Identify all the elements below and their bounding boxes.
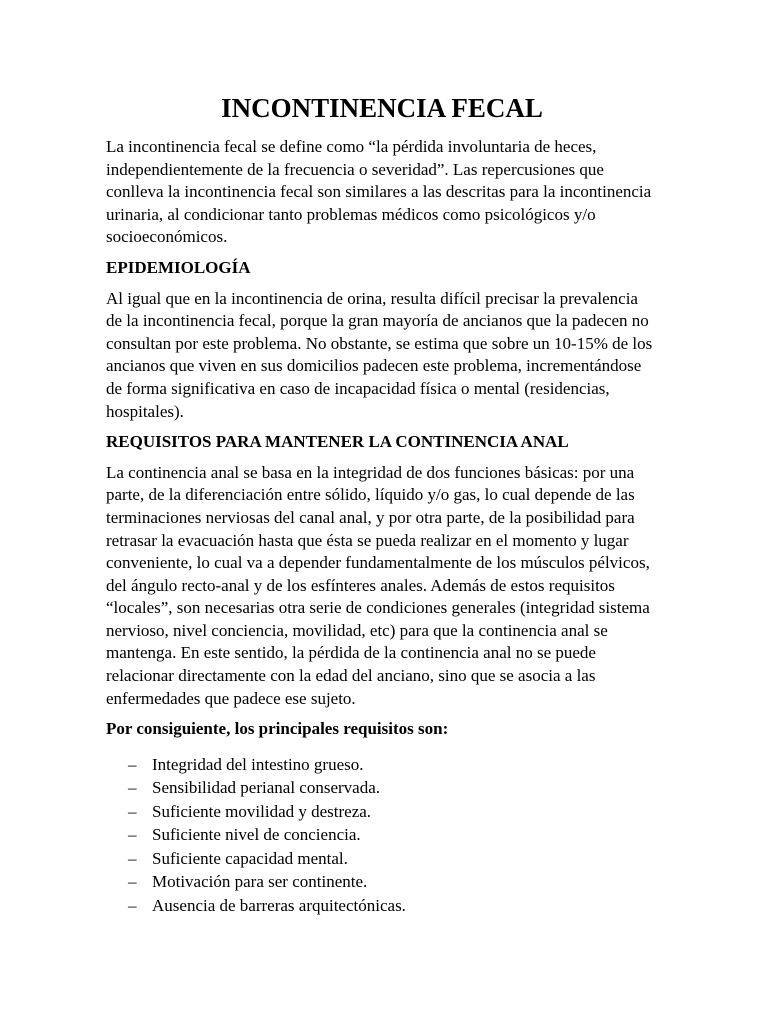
list-item — [106, 870, 658, 894]
dash-bullet: – — [128, 754, 137, 774]
list-item — [106, 753, 658, 777]
dash-bullet: – — [128, 825, 137, 845]
dash-bullet: – — [128, 872, 137, 892]
list-item-text: Sensibilidad perianal conservada. — [152, 778, 381, 798]
list-item-text: Suficiente nivel de conciencia. — [152, 825, 361, 845]
list-item — [106, 894, 658, 918]
list-item — [106, 800, 658, 824]
list-item-text: Suficiente capacidad mental. — [152, 848, 348, 868]
dash-bullet: – — [128, 801, 137, 821]
list-item — [106, 823, 658, 847]
list-item-text: Motivación para ser continente. — [152, 872, 368, 892]
list-item-text: Ausencia de barreras arquitectónicas. — [152, 895, 406, 915]
list-item — [106, 776, 658, 800]
list-item-text: Integridad del intestino grueso. — [152, 754, 364, 774]
list-item — [106, 847, 658, 871]
requirements-heading: REQUISITOS PARA MANTENER LA CONTINENCIA ANAL — [106, 432, 569, 452]
epidemiology-heading: EPIDEMIOLOGÍA — [106, 257, 251, 277]
requirements-list — [106, 753, 658, 918]
dash-bullet: – — [128, 895, 137, 915]
epidemiology-paragraph: Al igual que en la incontinencia de orina, resulta difícil precisar la prevalencia de la incontinencia fecal, porque la gran mayoría de ancianos que la padecen no consultan por este problema. No obstante, se estima que sobre un 10-15% de los ancianos que viven en sus domicilios padecen este problema, incrementándose de forma significativa en caso de incapacidad física o mental (residencias, hospitales). — [106, 288, 653, 421]
dash-bullet: – — [128, 778, 137, 798]
list-item-text: Suficiente movilidad y destreza. — [152, 801, 372, 821]
intro-paragraph: La incontinencia fecal se define como “la pérdida involuntaria de heces, independientemente de la frecuencia o severidad”. Las repercusiones que conlleva la incontinencia fecal son similares a las descritas para la incontinencia urinaria, al condicionar tanto problemas médicos como psicológicos y/o socioeconómicos. — [106, 137, 652, 247]
document-title: INCONTINENCIA FECAL — [221, 93, 543, 123]
dash-bullet: – — [128, 848, 137, 868]
requirements-list-heading: Por consiguiente, los principales requisitos son: — [106, 719, 449, 739]
requirements-paragraph: La continencia anal se basa en la integridad de dos funciones básicas: por una parte, de la diferenciación entre sólido, líquido y/o gas, lo cual depende de las terminaciones nerviosas del canal anal, y por otra parte, de la posibilidad para retrasar la evacuación hasta que ésta se pueda realizar en el momento y lugar conveniente, lo cual va a depender fundamentalmente de los músculos pélvicos, del ángulo recto-anal y de los esfínteres anales. Además de estos requisitos “locales”, son necesarias otra serie de condiciones generales (integridad sistema nervioso, nivel conciencia, movilidad, etc) para que la continencia anal se mantenga. En este sentido, la pérdida de la continencia anal no se puede relacionar directamente con la edad del anciano, sino que se asocia a las enfermedades que padece ese sujeto. — [106, 462, 650, 708]
